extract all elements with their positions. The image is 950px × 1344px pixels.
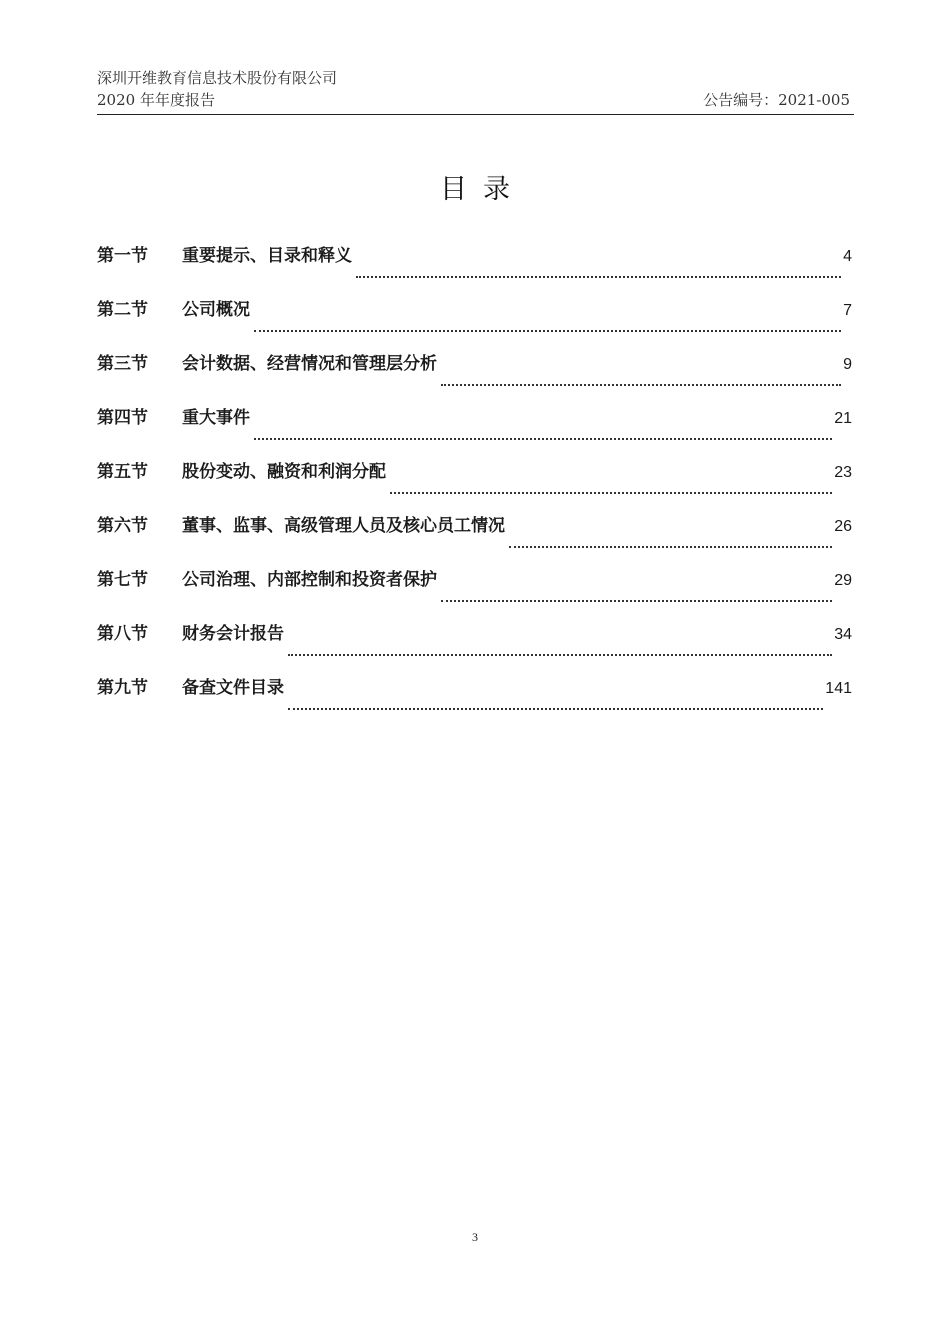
toc-page: 23 — [834, 464, 852, 481]
toc-page: 4 — [843, 248, 852, 265]
toc-page: 7 — [843, 302, 852, 319]
toc-section-name: 财务会计报告 — [182, 624, 284, 644]
toc-page: 21 — [834, 410, 852, 427]
toc-entry[interactable] — [97, 402, 852, 456]
toc-section-name: 备查文件目录 — [182, 678, 284, 698]
toc-entry[interactable] — [97, 672, 852, 726]
toc-section: 第七节 — [97, 570, 148, 590]
dot-leader — [390, 492, 832, 494]
toc-section-name: 会计数据、经营情况和管理层分析 — [182, 354, 437, 374]
toc-entry[interactable] — [97, 564, 852, 618]
dot-leader — [441, 384, 841, 386]
toc-section: 第二节 — [97, 300, 148, 320]
table-of-contents — [97, 240, 852, 726]
report-title: 2020 年年度报告 — [97, 91, 215, 109]
dot-leader — [288, 654, 832, 656]
toc-section: 第九节 — [97, 678, 148, 698]
toc-page: 26 — [834, 518, 852, 535]
page-header — [97, 68, 854, 115]
toc-section: 第四节 — [97, 408, 148, 428]
toc-entry[interactable] — [97, 348, 852, 402]
dot-leader — [288, 708, 823, 710]
toc-entry[interactable] — [97, 510, 852, 564]
dot-leader — [254, 330, 841, 332]
dot-leader — [254, 438, 832, 440]
dot-leader — [509, 546, 832, 548]
toc-entry[interactable] — [97, 618, 852, 672]
toc-title: 目录 — [440, 174, 526, 205]
toc-section: 第六节 — [97, 516, 148, 536]
toc-section-name: 重要提示、目录和释义 — [182, 246, 352, 266]
toc-section: 第八节 — [97, 624, 148, 644]
toc-section-name: 公司概况 — [182, 300, 250, 320]
toc-entry[interactable] — [97, 294, 852, 348]
dot-leader — [441, 600, 832, 602]
toc-section-name: 股份变动、融资和利润分配 — [182, 462, 386, 482]
toc-entry[interactable] — [97, 456, 852, 510]
toc-entry[interactable] — [97, 240, 852, 294]
toc-section: 第一节 — [97, 246, 148, 266]
announcement-number: 公告编号：2021-005 — [703, 91, 850, 109]
dot-leader — [356, 276, 841, 278]
toc-section: 第五节 — [97, 462, 148, 482]
company-name: 深圳开维教育信息技术股份有限公司 — [97, 69, 338, 87]
toc-page: 29 — [834, 572, 852, 589]
toc-section-name: 重大事件 — [182, 408, 250, 428]
toc-section-name: 董事、监事、高级管理人员及核心员工情况 — [182, 516, 505, 536]
toc-section: 第三节 — [97, 354, 148, 374]
toc-page: 34 — [834, 626, 852, 643]
toc-page: 141 — [825, 680, 852, 697]
toc-section-name: 公司治理、内部控制和投资者保护 — [182, 570, 437, 590]
page-number: 3 — [472, 1230, 478, 1244]
toc-page: 9 — [843, 356, 852, 373]
